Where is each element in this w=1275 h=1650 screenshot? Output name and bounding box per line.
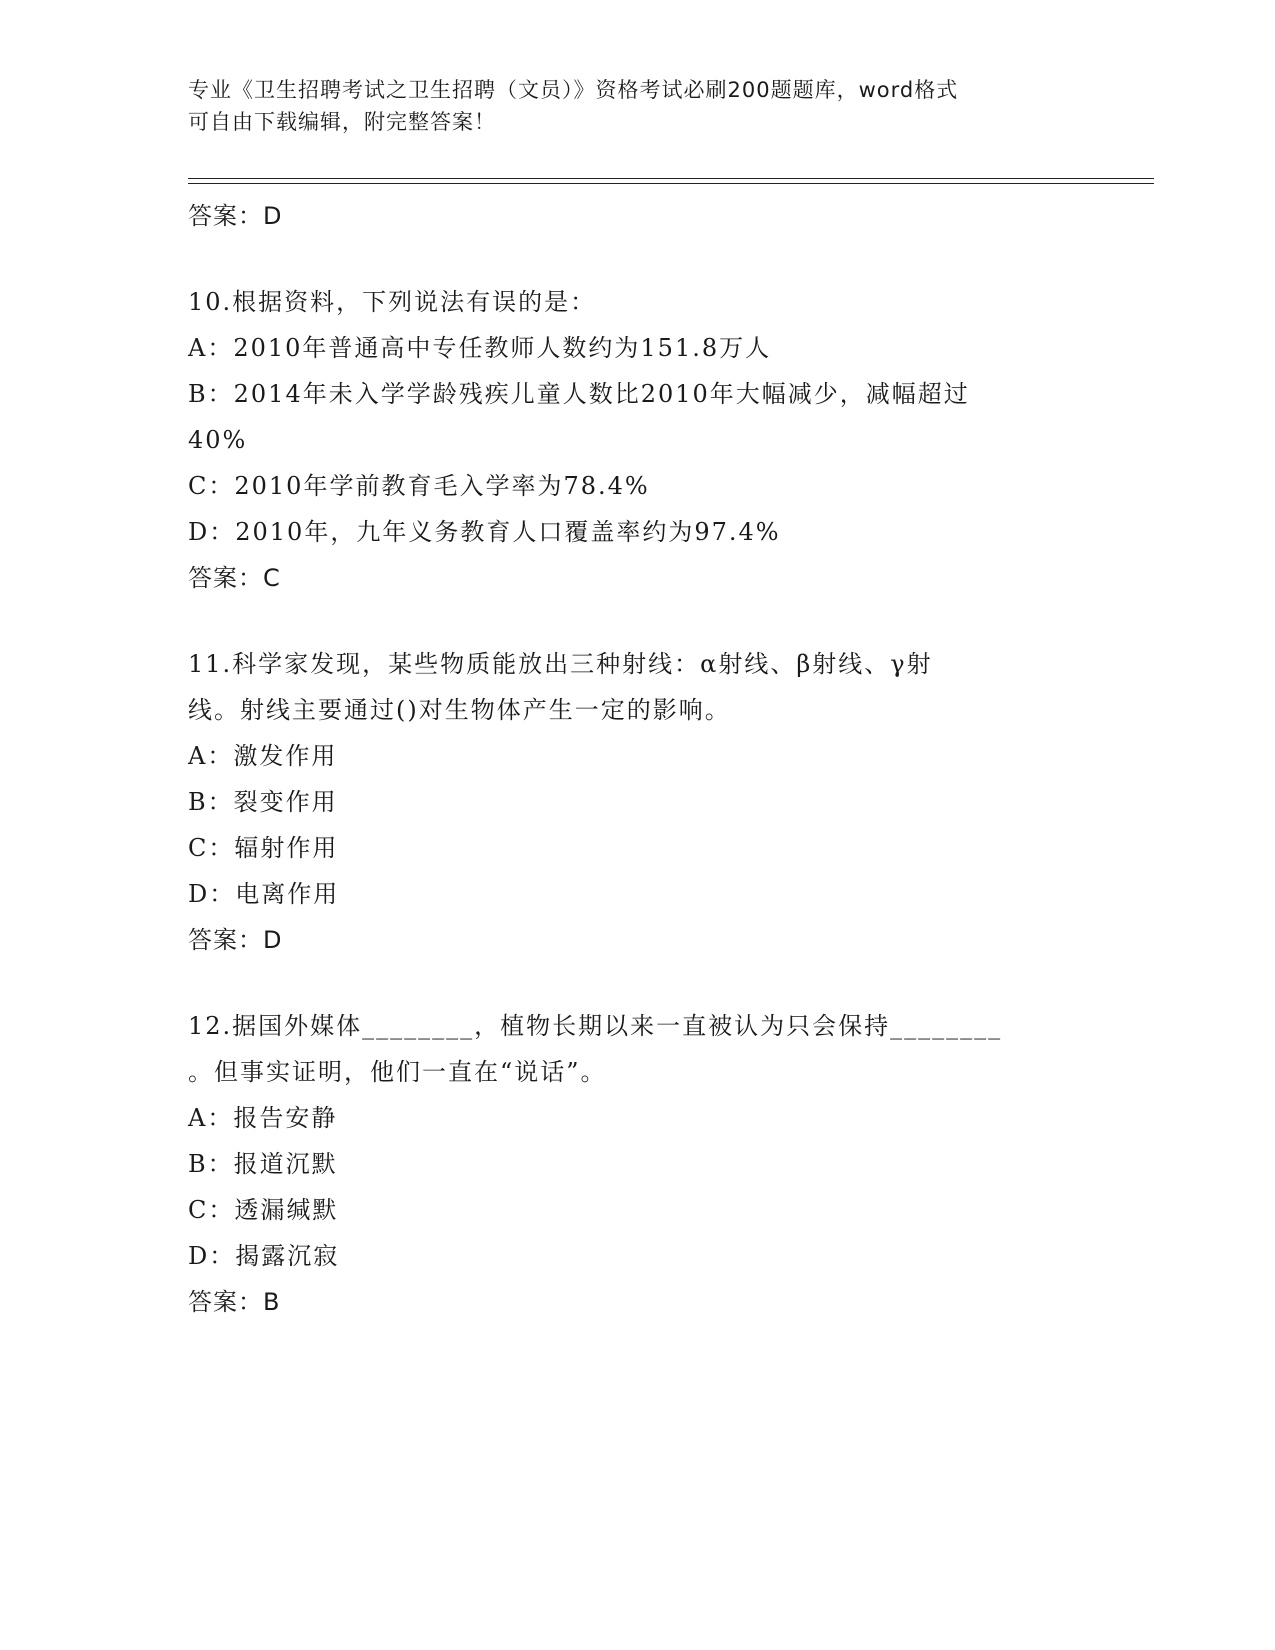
question-11	[188, 641, 1088, 963]
question-stem: 11.科学家发现，某些物质能放出三种射线：α射线、β射线、γ射	[188, 650, 933, 678]
answer: 答案：C	[188, 564, 281, 592]
question-stem-continued: 线。射线主要通过()对生物体产生一定的影响。	[188, 696, 731, 724]
question-stem-continued: 。但事实证明，他们一直在“说话”。	[188, 1058, 607, 1086]
option-c: C：2010年学前教育毛入学率为78.4%	[188, 472, 650, 500]
option-a: A：2010年普通高中专任教师人数约为151.8万人	[188, 334, 772, 362]
answer: 答案：D	[188, 926, 283, 954]
header-line-1: 专业《卫生招聘考试之卫生招聘（文员）》资格考试必刷200题题库，word格式	[188, 78, 959, 102]
header-divider-top	[188, 178, 1154, 179]
option-d: D：揭露沉寂	[188, 1242, 340, 1270]
question-10	[188, 279, 1088, 601]
question-stem: 12.据国外媒体________，植物长期以来一直被认为只会保持________	[188, 1012, 1003, 1040]
option-a: A：激发作用	[188, 742, 338, 770]
question-stem: 10.根据资料，下列说法有误的是：	[188, 288, 597, 316]
header-divider-bottom	[188, 183, 1154, 184]
option-b: B：报道沉默	[188, 1150, 338, 1178]
document-body	[188, 193, 1088, 1325]
option-c: C：透漏缄默	[188, 1196, 339, 1224]
previous-answer: 答案：D	[188, 202, 283, 230]
option-b: B：2014年未入学学龄残疾儿童人数比2010年大幅减少，减幅超过	[188, 380, 970, 408]
option-a: A：报告安静	[188, 1104, 338, 1132]
answer: 答案：B	[188, 1288, 281, 1316]
option-b: B：裂变作用	[188, 788, 338, 816]
header-line-2: 可自由下载编辑，附完整答案！	[188, 110, 496, 134]
option-c: C：辐射作用	[188, 834, 339, 862]
option-b-continued: 40%	[188, 426, 248, 454]
option-d: D：2010年，九年义务教育人口覆盖率约为97.4%	[188, 518, 781, 546]
option-d: D：电离作用	[188, 880, 340, 908]
question-12	[188, 1003, 1088, 1325]
document-header	[188, 74, 1068, 138]
